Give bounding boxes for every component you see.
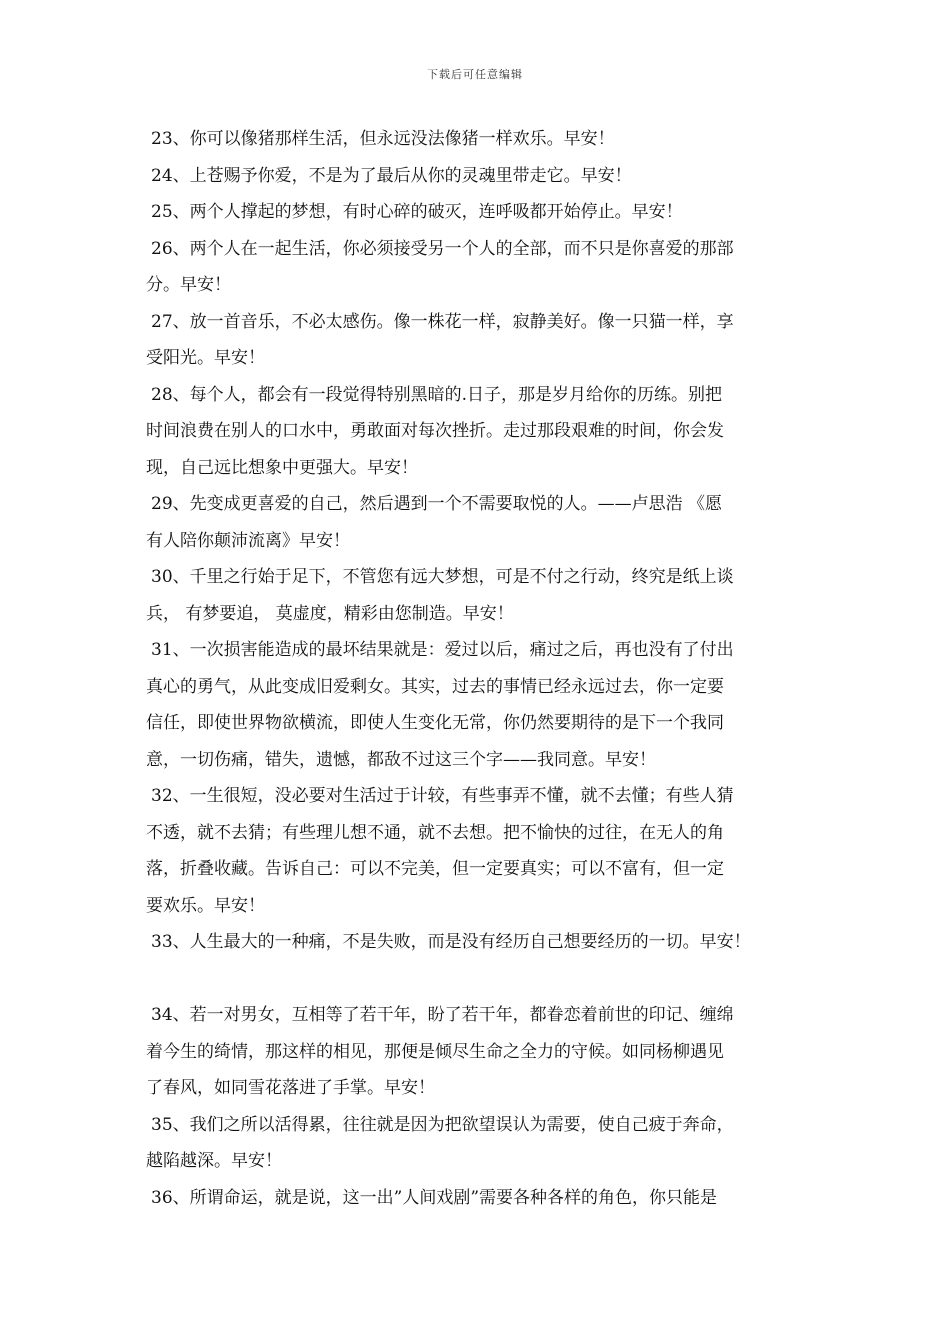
paragraph-line: 着今生的绮情，那这样的相见，那便是倾尽生命之全力的守候。如同杨柳遇见 — [146, 1041, 724, 1062]
paragraph-line: 27、放一首音乐，不必太感伤。像一株花一样，寂静美好。像一只猫一样，享 — [151, 311, 734, 332]
paragraph-line: 现，自己远比想象中更强大。早安！ — [146, 457, 418, 478]
paragraph-line: 分。早安！ — [146, 275, 231, 295]
page-header: 下载后可任意编辑 — [427, 68, 523, 81]
paragraph-line: 落，折叠收藏。告诉自己：可以不完美，但一定要真实；可以不富有，但一定 — [146, 859, 724, 879]
paragraph-line: 36、所谓命运，就是说，这一出”人间戏剧”需要各种各样的角色，你只能是 — [151, 1187, 718, 1208]
paragraph-line: 越陷越深。早安！ — [146, 1151, 282, 1171]
paragraph-line: 28、每个人，都会有一段觉得特别黑暗的.日子，那是岁月给你的历练。别把 — [151, 384, 723, 405]
paragraph-line: 30、千里之行始于足下，不管您有远大梦想，可是不付之行动，终究是纸上谈 — [151, 567, 734, 587]
paragraph-line: 31、一次损害能造成的最坏结果就是：爱过以后，痛过之后，再也没有了付出 — [151, 640, 734, 660]
paragraph-line: 要欢乐。早安！ — [146, 895, 265, 916]
paragraph-line: 受阳光。早安！ — [146, 348, 265, 368]
paragraph-line: 33、人生最大的一种痛，不是失败，而是没有经历自己想要经历的一切。早安！ — [151, 932, 751, 952]
paragraph-line: 有人陪你颠沛流离》早安！ — [146, 530, 350, 551]
paragraph-line: 34、若一对男女，互相等了若干年，盼了若干年，都眷恋着前世的印记、缠绵 — [151, 1005, 734, 1025]
paragraph-line: 不透，就不去猜；有些理儿想不通，就不去想。把不愉快的过往，在无人的角 — [146, 822, 724, 843]
paragraph-line: 29、先变成更喜爱的自己，然后遇到一个不需要取悦的人。——卢思浩 《愿 — [151, 494, 723, 514]
paragraph-line: 意，一切伤痛，错失，遗憾，都敌不过这三个字——我同意。早安！ — [146, 749, 656, 770]
paragraph-line: 25、两个人撑起的梦想，有时心碎的破灭，连呼吸都开始停止。早安！ — [151, 202, 683, 222]
paragraph-line: 信任，即使世界物欲横流，即使人生变化无常，你仍然要期待的是下一个我同 — [146, 713, 724, 733]
paragraph-line: 32、一生很短，没必要对生活过于计较，有些事弄不懂，就不去懂；有些人猜 — [151, 786, 734, 806]
paragraph-line: 兵， 有梦要追， 莫虚度，精彩由您制造。早安！ — [146, 603, 514, 624]
paragraph-line: 时间浪费在别人的口水中，勇敢面对每次挫折。走过那段艰难的时间，你会发 — [146, 421, 724, 441]
document-body — [146, 121, 818, 1216]
paragraph-line: 24、上苍赐予你爱，不是为了最后从你的灵魂里带走它。早安！ — [151, 165, 632, 186]
paragraph-line: 真心的勇气，从此变成旧爱剩女。其实，过去的事情已经永远过去，你一定要 — [146, 676, 724, 697]
paragraph-line: 23、你可以像猪那样生活，但永远没法像猪一样欢乐。早安！ — [151, 129, 615, 149]
paragraph-line: 了春风，如同雪花落进了手掌。早安！ — [146, 1078, 435, 1098]
blank-line — [146, 961, 818, 998]
paragraph-line: 26、两个人在一起生活，你必须接受另一个人的全部，而不只是你喜爱的那部 — [151, 238, 734, 259]
paragraph-line: 35、我们之所以活得累，往往就是因为把欲望误认为需要，使自己疲于奔命， — [151, 1114, 734, 1135]
